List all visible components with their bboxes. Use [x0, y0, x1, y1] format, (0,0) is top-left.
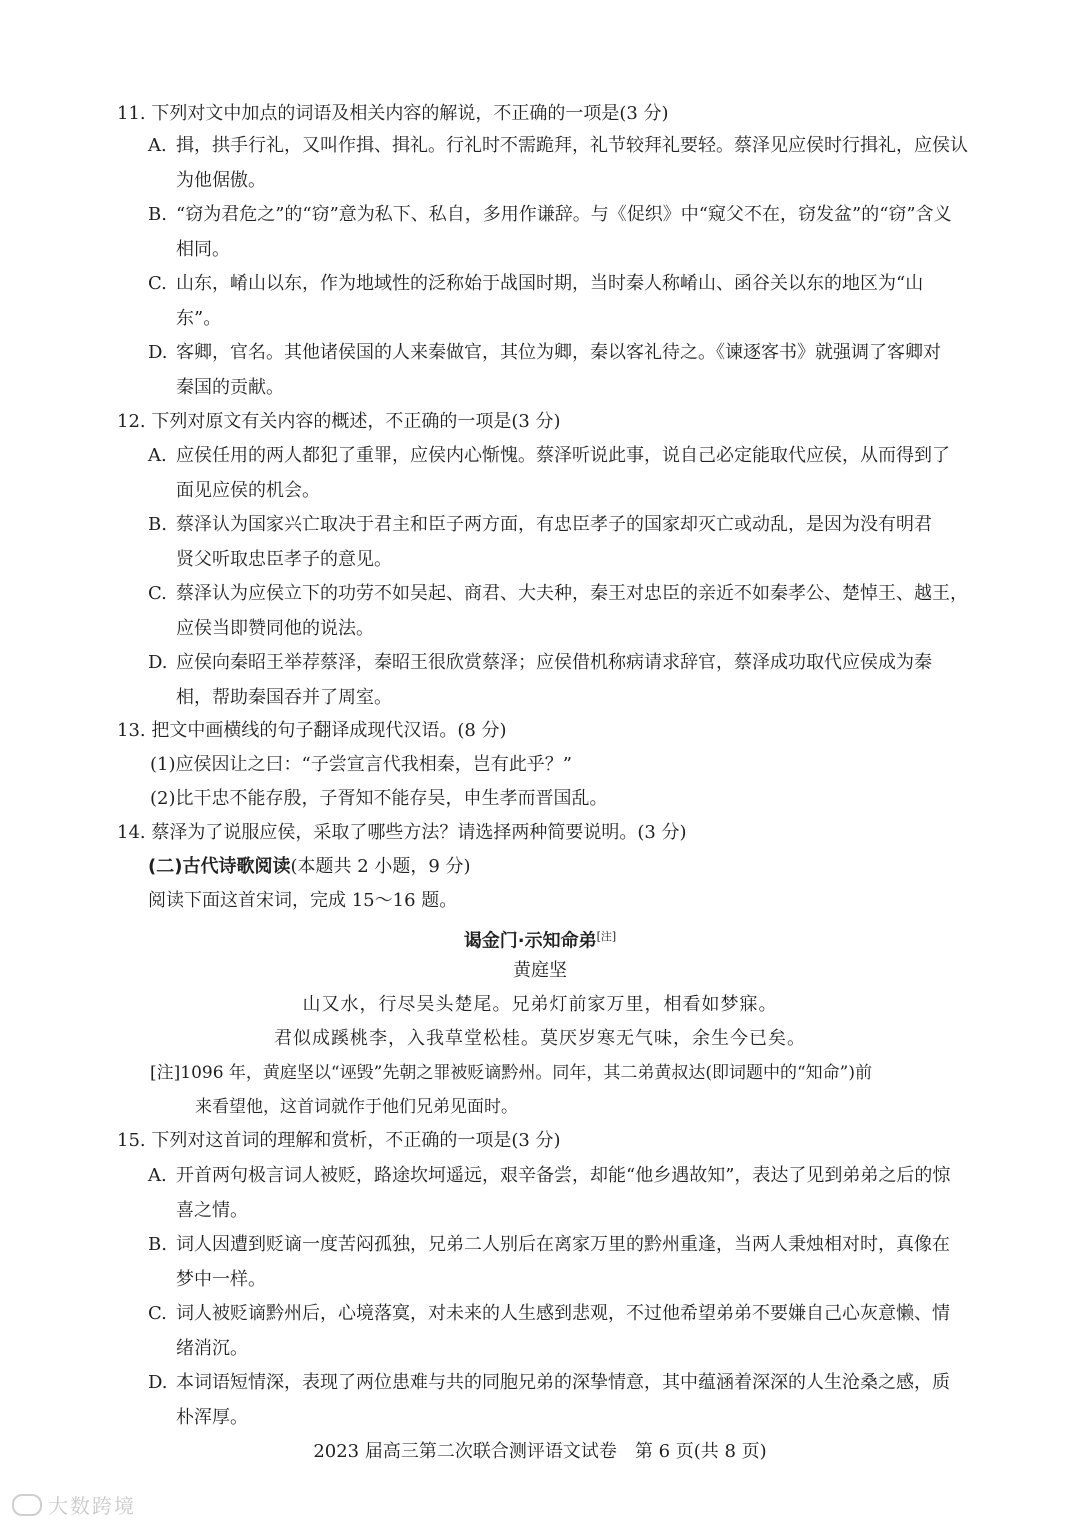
q11-option-d — [148, 335, 978, 405]
poem-title-note: [注] — [596, 930, 617, 943]
option-label: A. — [148, 445, 167, 466]
option-text-cont: 梦中一样。 — [176, 1269, 266, 1290]
q12-option-b — [148, 507, 978, 577]
watermark-logo-icon — [12, 1494, 42, 1516]
option-text-cont: 贤父听取忠臣孝子的意见。 — [176, 549, 392, 570]
option-label: D. — [148, 1372, 168, 1393]
option-text-cont: 喜之情。 — [176, 1200, 248, 1221]
option-label: A. — [148, 135, 167, 156]
watermark — [12, 1490, 136, 1519]
option-text-cont: 相，帮助秦国吞并了周室。 — [176, 687, 392, 708]
section-intro: 阅读下面这首宋词，完成 15～16 题。 — [148, 890, 458, 911]
option-label: B. — [148, 514, 167, 535]
option-text: 山东，崤山以东，作为地域性的泛称始于战国时期，当时秦人称崤山、函谷关以东的地区为“山 — [176, 273, 924, 294]
option-text: 开首两句极言词人被贬，路途坎坷遥远，艰辛备尝，却能“他乡遇故知”，表达了见到弟弟之后的惊 — [176, 1165, 951, 1186]
option-label: A. — [148, 1165, 167, 1186]
poem-title-line — [0, 920, 1080, 958]
q15-option-d — [148, 1365, 978, 1435]
option-text-cont: 为他倨傲。 — [176, 170, 266, 191]
option-label: D. — [148, 652, 168, 673]
option-text: 词人被贬谪黔州后，心境落寞，对未来的人生感到悲观，不过他希望弟弟不要嫌自己心灰意懒、情 — [176, 1303, 950, 1324]
watermark-text: 大数跨境 — [48, 1494, 136, 1518]
annotation-line-1: [注]1096 年，黄庭坚以“诬毁”先朝之罪被贬谪黔州。同年，其二弟黄叔达(即词题中的“知命”)前 — [150, 1063, 872, 1083]
q11-option-c — [148, 266, 978, 336]
q13-sentence-2: (2)比干忠不能存殷，子胥知不能存吴，申生孝而晋国乱。 — [150, 788, 608, 809]
option-text: 应侯向秦昭王举荐蔡泽，秦昭王很欣赏蔡泽；应侯借机称病请求辞官，蔡泽成功取代应侯成为秦 — [176, 652, 932, 673]
question-11-stem: 11. 下列对文中加点的词语及相关内容的解说，不正确的一项是(3 分) — [117, 103, 669, 124]
option-text-cont: 应侯当即赞同他的说法。 — [176, 618, 374, 639]
question-13-stem: 13. 把文中画横线的句子翻译成现代汉语。(8 分) — [117, 720, 507, 741]
q15-option-a — [148, 1158, 978, 1228]
option-label: C. — [148, 1303, 167, 1324]
q12-option-d — [148, 645, 978, 715]
page-footer: 2023 届高三第二次联合测评语文试卷 第 6 页(共 8 页) — [313, 1441, 767, 1462]
q12-option-a — [148, 438, 978, 508]
question-12-stem: 12. 下列对原文有关内容的概述，不正确的一项是(3 分) — [117, 411, 561, 432]
option-text: 本词语短情深，表现了两位患难与共的同胞兄弟的深挚情意，其中蕴涵着深深的人生沧桑之感，质 — [176, 1372, 950, 1393]
option-label: B. — [148, 1234, 167, 1255]
question-14-stem: 14. 蔡泽为了说服应侯，采取了哪些方法？请选择两种简要说明。(3 分) — [117, 822, 687, 843]
option-text-cont: 面见应侯的机会。 — [176, 480, 320, 501]
option-text-cont: 朴浑厚。 — [176, 1407, 248, 1428]
option-label: C. — [148, 583, 167, 604]
poem-title: 谒金门·示知命弟 — [463, 930, 597, 952]
poem-author: 黄庭坚 — [513, 960, 567, 981]
poem-line-2: 君似成蹊桃李，入我草堂松桂。莫厌岁寒无气味，余生今已矣。 — [274, 1028, 806, 1049]
q13-sentence-1: (1)应侯因让之曰：“子尝宣言代我相秦，岂有此乎？” — [150, 754, 572, 775]
q12-option-c — [148, 576, 978, 646]
question-15-stem: 15. 下列对这首词的理解和赏析，不正确的一项是(3 分) — [117, 1130, 561, 1151]
option-text: 蔡泽认为应侯立下的功劳不如吴起、商君、大夫种，秦王对忠臣的亲近不如秦孝公、楚悼王、越王， — [176, 583, 968, 604]
q11-option-b — [148, 197, 978, 267]
option-text: 蔡泽认为国家兴亡取决于君主和臣子两方面，有忠臣孝子的国家却灭亡或动乱，是因为没有明君 — [176, 514, 932, 535]
option-label: C. — [148, 273, 167, 294]
option-label: D. — [148, 342, 168, 363]
section-title: (二)古代诗歌阅读 — [148, 856, 291, 877]
poem-annotation — [150, 1056, 970, 1124]
section-detail: (本题共 2 小题，9 分) — [290, 856, 471, 877]
option-label: B. — [148, 204, 167, 225]
option-text: “窃为君危之”的“窃”意为私下、私自，多用作谦辞。与《促织》中“窥父不在，窃发盆”的“窃”含义 — [176, 204, 952, 225]
option-text: 词人因遭到贬谪一度苦闷孤独，兄弟二人别后在离家万里的黔州重逢，当两人秉烛相对时，真像在 — [176, 1234, 950, 1255]
section-heading — [148, 850, 471, 884]
option-text-cont: 东”。 — [176, 308, 222, 329]
q15-option-b — [148, 1227, 978, 1297]
poem-line-1: 山又水，行尽吴头楚尾。兄弟灯前家万里，相看如梦寐。 — [302, 994, 778, 1015]
annotation-line-2: 来看望他，这首词就作于他们兄弟见面时。 — [195, 1097, 518, 1117]
option-text: 客卿，官名。其他诸侯国的人来秦做官，其位为卿，秦以客礼待之。《谏逐客书》就强调了客卿对 — [176, 342, 941, 363]
option-text-cont: 绪消沉。 — [176, 1338, 248, 1359]
q11-option-a — [148, 128, 978, 198]
option-text: 揖，拱手行礼，又叫作揖、揖礼。行礼时不需跪拜，礼节较拜礼要轻。蔡泽见应侯时行揖礼，应侯认 — [176, 135, 968, 156]
q15-option-c — [148, 1296, 978, 1366]
option-text: 应侯任用的两人都犯了重罪，应侯内心惭愧。蔡泽听说此事，说自己必定能取代应侯，从而得到了 — [176, 445, 950, 466]
option-text-cont: 秦国的贡献。 — [176, 377, 284, 398]
option-text-cont: 相同。 — [176, 239, 230, 260]
